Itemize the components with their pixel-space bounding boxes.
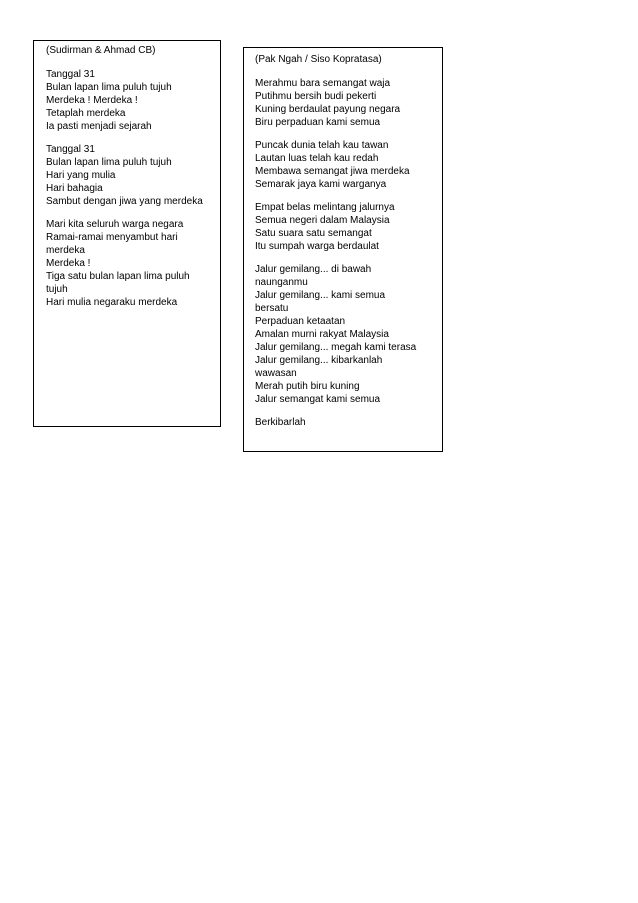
lyric-line: bersatu bbox=[255, 303, 289, 314]
lyric-line: Perpaduan ketaatan bbox=[255, 316, 346, 327]
song-credit: (Sudirman & Ahmad CB) bbox=[46, 45, 156, 56]
lyric-line: merdeka bbox=[46, 245, 85, 256]
lyric-line: Merahmu bara semangat waja bbox=[255, 78, 391, 89]
lyric-line: Merdeka ! bbox=[46, 258, 91, 269]
lyric-line: Hari bahagia bbox=[46, 183, 103, 194]
lyric-line: Putihmu bersih budi pekerti bbox=[255, 91, 377, 102]
lyrics-box-sudirman bbox=[33, 40, 221, 427]
lyric-line: Tetaplah merdeka bbox=[46, 108, 126, 119]
stanza bbox=[46, 218, 220, 309]
lyric-line: Berkibarlah bbox=[255, 417, 306, 428]
lyric-line: Puncak dunia telah kau tawan bbox=[255, 140, 389, 151]
lyric-line: Amalan murni rakyat Malaysia bbox=[255, 329, 389, 340]
stanza bbox=[255, 263, 442, 406]
lyric-line: Membawa semangat jiwa merdeka bbox=[255, 166, 410, 177]
lyric-line: Jalur gemilang... kami semua bbox=[255, 290, 386, 301]
lyric-line: Merah putih biru kuning bbox=[255, 381, 360, 392]
lyric-line: Semarak jaya kami warganya bbox=[255, 179, 387, 190]
lyrics-box-jalur-gemilang bbox=[243, 47, 443, 452]
stanza bbox=[255, 416, 442, 429]
lyric-line: Empat belas melintang jalurnya bbox=[255, 202, 395, 213]
lyric-line: Biru perpaduan kami semua bbox=[255, 117, 381, 128]
lyric-line: Kuning berdaulat payung negara bbox=[255, 104, 401, 115]
lyric-line: Merdeka ! Merdeka ! bbox=[46, 95, 138, 106]
song-credit: (Pak Ngah / Siso Kopratasa) bbox=[255, 54, 382, 65]
lyric-line: Hari mulia negaraku merdeka bbox=[46, 297, 178, 308]
stanza bbox=[255, 77, 442, 129]
stanza bbox=[46, 143, 220, 208]
lyric-line: Jalur semangat kami semua bbox=[255, 394, 381, 405]
lyric-line: Jalur gemilang... megah kami terasa bbox=[255, 342, 417, 353]
lyric-line: Itu sumpah warga berdaulat bbox=[255, 241, 379, 252]
lyric-line: Ia pasti menjadi sejarah bbox=[46, 121, 152, 132]
lyric-line: Bulan lapan lima puluh tujuh bbox=[46, 157, 172, 168]
lyric-line: Tanggal 31 bbox=[46, 144, 95, 155]
lyric-line: Jalur gemilang... di bawah bbox=[255, 264, 372, 275]
stanza bbox=[255, 201, 442, 253]
lyric-line: Semua negeri dalam Malaysia bbox=[255, 215, 390, 226]
lyric-line: Jalur gemilang... kibarkanlah bbox=[255, 355, 383, 366]
lyric-line: tujuh bbox=[46, 284, 68, 295]
lyric-line: Hari yang mulia bbox=[46, 170, 116, 181]
lyric-line: Tanggal 31 bbox=[46, 69, 95, 80]
lyric-line: Satu suara satu semangat bbox=[255, 228, 372, 239]
lyric-line: Lautan luas telah kau redah bbox=[255, 153, 379, 164]
lyric-line: Sambut dengan jiwa yang merdeka bbox=[46, 196, 203, 207]
lyric-line: naunganmu bbox=[255, 277, 308, 288]
lyric-line: wawasan bbox=[255, 368, 297, 379]
lyric-line: Mari kita seluruh warga negara bbox=[46, 219, 184, 230]
stanza bbox=[46, 68, 220, 133]
lyric-line: Ramai-ramai menyambut hari bbox=[46, 232, 178, 243]
lyric-line: Tiga satu bulan lapan lima puluh bbox=[46, 271, 190, 282]
lyric-line: Bulan lapan lima puluh tujuh bbox=[46, 82, 172, 93]
stanza bbox=[255, 139, 442, 191]
